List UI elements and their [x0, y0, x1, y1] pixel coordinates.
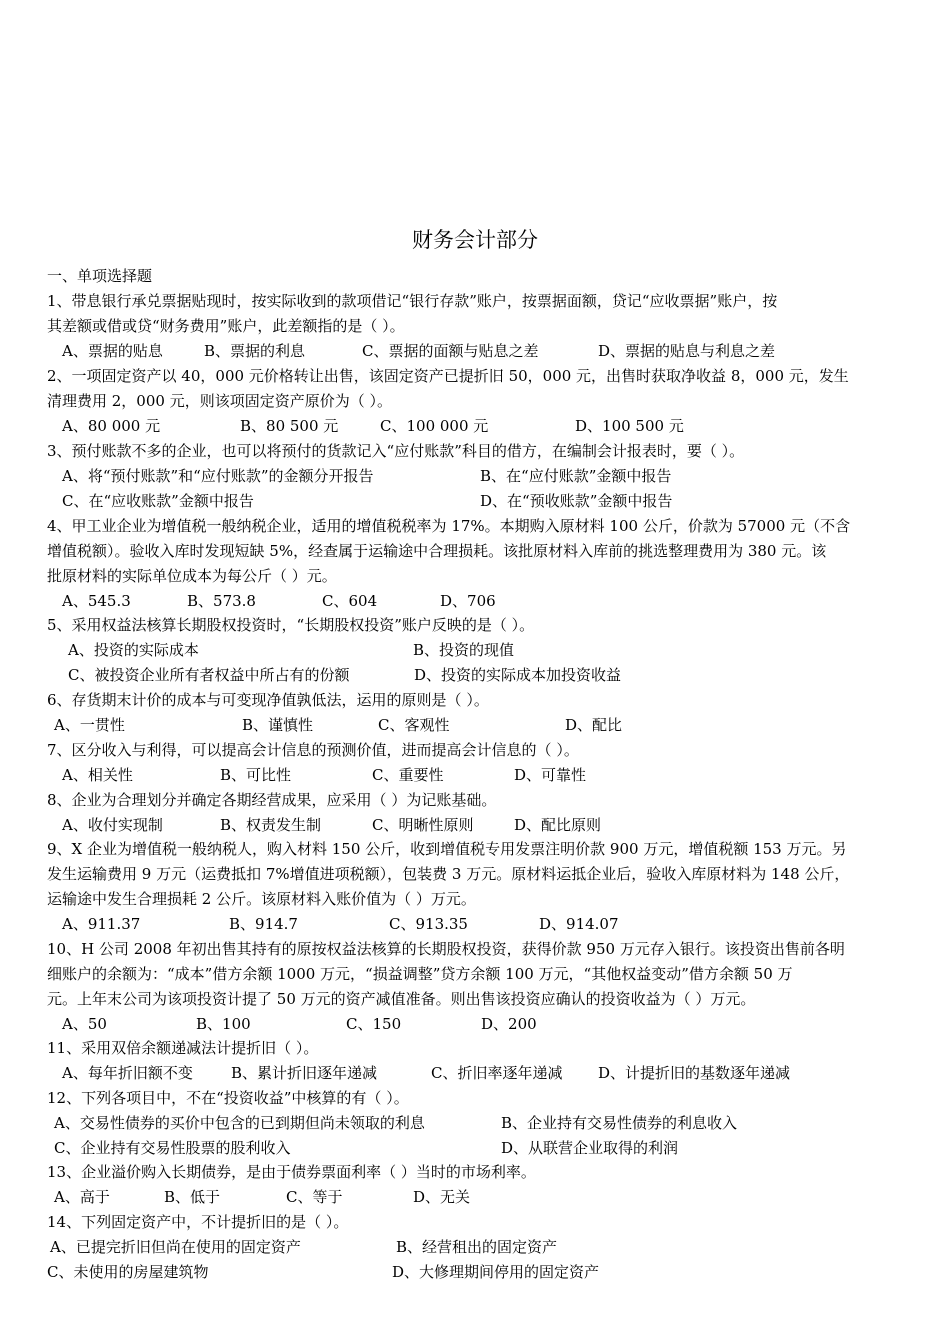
question-1-line-1: 1、带息银行承兑票据贴现时，按实际收到的款项借记“银行存款”账户，按票据面额，贷记“应收票据”账户，按: [47, 292, 778, 310]
option-d: D、无关: [413, 1188, 471, 1206]
question-1-options: [0, 339, 950, 363]
document-title: 财务会计部分: [412, 228, 538, 252]
question-9-line-2: 发生运输费用 9 万元（运费抵扣 7%增值进项税额），包装费 3 万元。原材料运抵企业后，验收入库原材料为 148 公斤，: [47, 865, 850, 883]
option-a: A、票据的贴息: [62, 342, 163, 360]
option-c: C、等于: [286, 1188, 343, 1206]
option-a: A、80 000 元: [62, 417, 161, 435]
option-c: C、票据的面额与贴息之差: [362, 342, 539, 360]
option-d: D、可靠性: [514, 766, 587, 784]
option-a: A、每年折旧额不变: [62, 1064, 193, 1082]
option-b: B、低于: [164, 1188, 221, 1206]
question-10-line-3: 元。上年末公司为该项投资计提了 50 万元的资产减值准备。则出售该投资应确认的投资收益为（ ）万元。: [47, 990, 756, 1008]
option-c: C、折旧率逐年递减: [431, 1064, 563, 1082]
question-4-options: [0, 589, 950, 613]
option-a: A、50: [62, 1015, 107, 1033]
option-d: D、大修理期间停用的固定资产: [392, 1263, 600, 1281]
option-a: A、交易性债券的买价中包含的已到期但尚未领取的利息: [54, 1114, 425, 1132]
option-a: A、投资的实际成本: [68, 641, 199, 659]
option-c: C、150: [346, 1015, 402, 1033]
option-a: A、一贯性: [54, 716, 125, 734]
option-a: A、545.3: [62, 592, 131, 610]
option-b: B、573.8: [187, 592, 256, 610]
question-14-line-1: 14、下列固定资产中，不计提折旧的是（ ）。: [47, 1213, 349, 1231]
option-a: A、高于: [54, 1188, 110, 1206]
question-12-options-row-1: [0, 1111, 950, 1135]
option-b: B、谨慎性: [242, 716, 314, 734]
option-d: D、计提折旧的基数逐年递减: [598, 1064, 791, 1082]
question-9-options: [0, 912, 950, 936]
option-c: C、未使用的房屋建筑物: [47, 1263, 209, 1281]
option-a: A、已提完折旧但尚在使用的固定资产: [50, 1238, 301, 1256]
question-2-line-2: 清理费用 2，000 元，则该项固定资产原价为（ ）。: [47, 392, 392, 410]
section-heading: 一、单项选择题: [47, 267, 153, 285]
question-10-line-2: 细账户的余额为：“成本”借方余额 1000 万元，“损益调整”贷方余额 100 万元，“其他权益变动”借方余额 50 万: [47, 965, 793, 983]
question-12-options-row-2: [0, 1136, 950, 1160]
question-10-options: [0, 1012, 950, 1036]
option-d: D、200: [481, 1015, 537, 1033]
option-a: A、相关性: [62, 766, 133, 784]
question-6-options: [0, 713, 950, 737]
question-13-line-1: 13、企业溢价购入长期债券，是由于债券票面利率（ ）当时的市场利率。: [47, 1163, 536, 1181]
question-14-options-row-1: [0, 1235, 950, 1259]
option-c: C、企业持有交易性股票的股利收入: [54, 1139, 291, 1157]
question-7-line-1: 7、区分收入与利得，可以提高会计信息的预测价值，进而提高会计信息的（ ）。: [47, 741, 579, 759]
option-b: B、经营租出的固定资产: [396, 1238, 558, 1256]
option-d: D、从联营企业取得的利润: [501, 1139, 679, 1157]
option-c: C、913.35: [389, 915, 468, 933]
option-d: D、投资的实际成本加投资收益: [414, 666, 622, 684]
option-d: D、706: [440, 592, 496, 610]
question-5-options-row-1: [0, 638, 950, 662]
question-4-line-3: 批原材料的实际单位成本为每公斤（ ）元。: [47, 567, 337, 585]
option-c: C、重要性: [372, 766, 444, 784]
option-b: B、在“应付账款”金额中报告: [480, 467, 672, 485]
option-b: B、80 500 元: [240, 417, 339, 435]
option-c: C、明晰性原则: [372, 816, 474, 834]
question-8-options: [0, 813, 950, 837]
option-b: B、累计折旧逐年递减: [231, 1064, 378, 1082]
question-5-options-row-2: [0, 663, 950, 687]
option-b: B、914.7: [229, 915, 298, 933]
option-d: D、配比: [565, 716, 623, 734]
question-5-line-1: 5、采用权益法核算长期股权投资时，“长期股权投资”账户反映的是（ ）。: [47, 616, 535, 634]
question-13-options: [0, 1185, 950, 1209]
question-8-line-1: 8、企业为合理划分并确定各期经营成果，应采用（ ）为记账基础。: [47, 791, 497, 809]
option-c: C、100 000 元: [380, 417, 489, 435]
option-c: C、604: [322, 592, 378, 610]
option-a: A、911.37: [62, 915, 141, 933]
question-3-line-1: 3、预付账款不多的企业，也可以将预付的货款记入“应付账款”科目的借方，在编制会计报表时，要（ ）。: [47, 442, 745, 460]
option-b: B、投资的现值: [413, 641, 515, 659]
option-a: A、收付实现制: [62, 816, 163, 834]
option-d: D、在“预收账款”金额中报告: [480, 492, 673, 510]
question-14-options-row-2: [0, 1260, 950, 1284]
question-2-line-1: 2、一项固定资产以 40，000 元价格转让出售，该固定资产已提折旧 50，000 元，出售时获取净收益 8，000 元，发生: [47, 367, 849, 385]
question-9-line-3: 运输途中发生合理损耗 2 公斤。该原材料入账价值为（ ）万元。: [47, 890, 476, 908]
question-1-line-2: 其差额或借或贷“财务费用”账户，此差额指的是（ ）。: [47, 317, 405, 335]
option-d: D、914.07: [539, 915, 619, 933]
option-b: B、可比性: [220, 766, 292, 784]
question-6-line-1: 6、存货期末计价的成本与可变现净值孰低法，运用的原则是（ ）。: [47, 691, 489, 709]
question-11-line-1: 11、采用双倍余额递减法计提折旧（ ）。: [47, 1039, 319, 1057]
option-b: B、权责发生制: [220, 816, 322, 834]
question-3-options-row-2: [0, 489, 950, 513]
option-b: B、票据的利息: [204, 342, 306, 360]
question-10-line-1: 10、H 公司 2008 年初出售其持有的原按权益法核算的长期股权投资，获得价款 950 万元存入银行。该投资出售前各明: [47, 940, 845, 958]
question-4-line-2: 增值税额）。验收入库时发现短缺 5%，经查属于运输途中合理损耗。该批原材料入库前的挑选整理费用为 380 元。该: [47, 542, 827, 560]
option-b: B、100: [196, 1015, 251, 1033]
option-c: C、被投资企业所有者权益中所占有的份额: [68, 666, 350, 684]
question-4-line-1: 4、甲工业企业为增值税一般纳税企业，适用的增值税税率为 17%。本期购入原材料 100 公斤，价款为 57000 元（不含: [47, 517, 851, 535]
question-11-options: [0, 1061, 950, 1085]
question-12-line-1: 12、下列各项目中，不在“投资收益”中核算的有（ ）。: [47, 1089, 409, 1107]
option-b: B、企业持有交易性债券的利息收入: [501, 1114, 738, 1132]
question-9-line-1: 9、X 企业为增值税一般纳税人，购入材料 150 公斤，收到增值税专用发票注明价款 900 万元，增值税额 153 万元。另: [47, 840, 847, 858]
question-2-options: [0, 414, 950, 438]
question-7-options: [0, 763, 950, 787]
option-d: D、配比原则: [514, 816, 602, 834]
option-a: A、将“预付账款”和“应付账款”的金额分开报告: [62, 467, 374, 485]
option-c: C、客观性: [378, 716, 450, 734]
option-d: D、100 500 元: [575, 417, 684, 435]
question-3-options-row-1: [0, 464, 950, 488]
option-d: D、票据的贴息与利息之差: [598, 342, 776, 360]
option-c: C、在“应收账款”金额中报告: [62, 492, 254, 510]
